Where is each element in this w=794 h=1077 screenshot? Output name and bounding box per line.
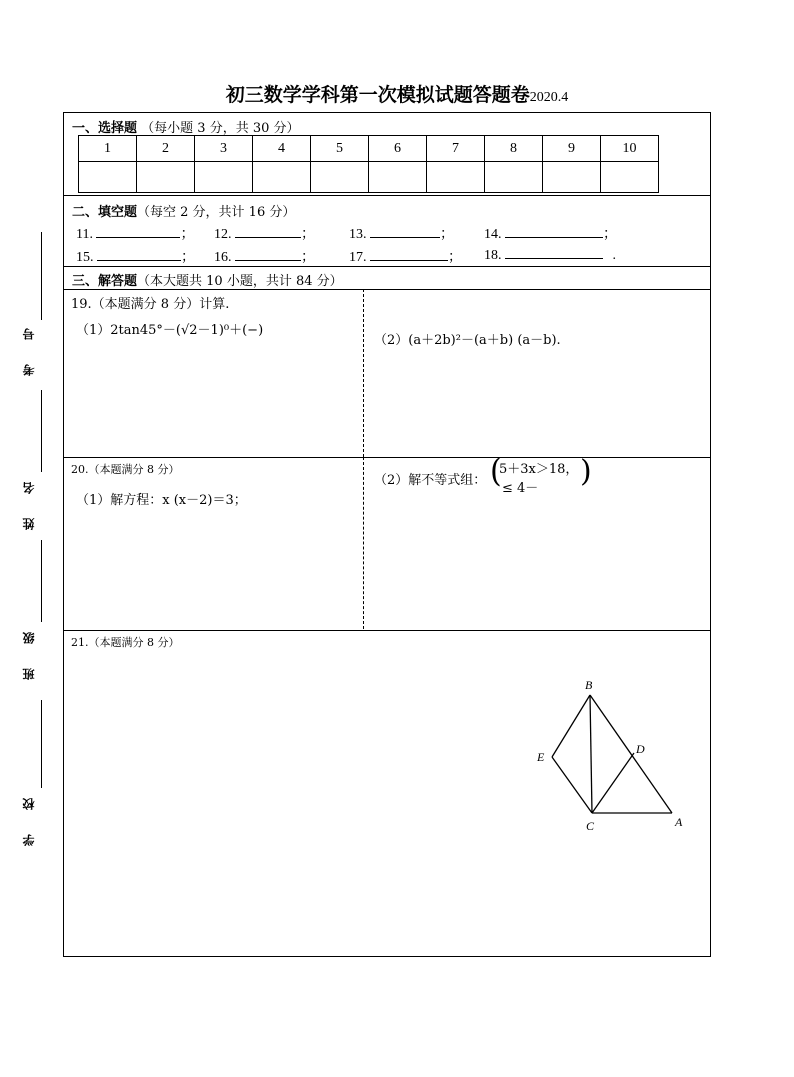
answer-sheet — [63, 112, 711, 957]
blank-15-group — [76, 246, 195, 266]
q19-part1-answer-area[interactable] — [74, 345, 354, 445]
q19-label: 19.（本题满分 8 分）计算. — [71, 297, 230, 312]
side-line-name — [41, 390, 42, 472]
side-label-exam-number: 考 号 — [22, 318, 36, 377]
side-line-school — [41, 700, 42, 788]
point-label-D: D — [636, 742, 645, 756]
q20-part2-answer-area[interactable] — [372, 505, 702, 621]
q21-label: 21.（本题满分 8 分） — [71, 636, 180, 649]
point-label-B: B — [585, 678, 593, 692]
blank-separator: ； — [181, 250, 195, 265]
title-date: 2020.4 — [529, 90, 569, 105]
choice-answer-cell[interactable] — [253, 162, 311, 193]
choice-answer-cell[interactable] — [601, 162, 659, 193]
section1-note: （每小题 3 分，共 30 分） — [141, 121, 300, 136]
q21-answer-area[interactable] — [74, 658, 514, 948]
choice-number: 10 — [601, 136, 659, 162]
blank-12-group — [214, 223, 315, 243]
blank-16[interactable] — [235, 248, 301, 261]
choice-answer-cell[interactable] — [195, 162, 253, 193]
side-line-exam-number — [41, 232, 42, 320]
choice-answer-cell[interactable] — [485, 162, 543, 193]
segment-BC — [590, 695, 592, 813]
q20-label: 20.（本题满分 8 分） — [71, 463, 180, 476]
page-title — [0, 80, 794, 107]
choice-answer-cell[interactable] — [427, 162, 485, 193]
blank-end-period: . — [612, 248, 616, 263]
segment-EC — [552, 757, 592, 813]
blank-14-group — [484, 223, 617, 243]
blank-14[interactable] — [505, 225, 603, 238]
blank-15[interactable] — [97, 248, 181, 261]
blank-number: 11. — [76, 227, 93, 242]
divider — [64, 630, 710, 631]
blank-number: 13. — [349, 227, 367, 242]
q20-inequality-1: 5＋3x＞18， — [499, 462, 579, 477]
section1-heading — [72, 117, 300, 136]
divider — [64, 266, 710, 267]
blank-18[interactable] — [505, 246, 603, 259]
q20-divider — [363, 457, 364, 629]
section2-note: （每空 2 分，共计 16 分） — [137, 205, 296, 220]
blank-number: 14. — [484, 227, 502, 242]
blank-separator: ； — [301, 227, 315, 242]
choice-number: 3 — [195, 136, 253, 162]
blank-separator: ； — [448, 250, 462, 265]
side-label-class: 班 级 — [22, 622, 36, 681]
choice-number: 8 — [485, 136, 543, 162]
choice-number: 6 — [369, 136, 427, 162]
side-label-school: 学 校 — [22, 788, 36, 847]
q19-part2-answer-area[interactable] — [372, 353, 702, 453]
choice-number: 9 — [543, 136, 601, 162]
blank-16-group — [214, 246, 315, 266]
blank-number: 17. — [349, 250, 367, 265]
blank-separator: ； — [180, 227, 195, 242]
section3-title: 三、解答题 — [72, 274, 138, 289]
blank-12[interactable] — [235, 225, 301, 238]
blank-13-group — [349, 223, 454, 243]
choice-answer-cell[interactable] — [79, 162, 137, 193]
q21-geometry-figure — [524, 673, 694, 843]
choice-answer-cell[interactable] — [543, 162, 601, 193]
blank-11[interactable] — [96, 225, 180, 238]
point-label-C: C — [586, 819, 595, 833]
blank-17-group — [349, 246, 462, 266]
blank-number: 15. — [76, 250, 94, 265]
blank-separator: ； — [440, 227, 454, 242]
divider — [64, 195, 710, 196]
q20-part2-prefix: （2）解不等式组： — [374, 473, 487, 488]
choice-number: 5 — [311, 136, 369, 162]
section2-title: 二、填空题 — [72, 205, 138, 220]
point-label-E: E — [537, 750, 545, 764]
blank-separator: ； — [603, 227, 617, 242]
q19-part2: （2）(a＋2b)²－(a＋b) (a－b). — [374, 333, 561, 348]
divider — [64, 457, 710, 458]
q19-divider — [363, 289, 364, 457]
point-label-A: A — [675, 815, 683, 829]
choice-number: 1 — [79, 136, 137, 162]
choice-number: 7 — [427, 136, 485, 162]
segment-BE — [552, 695, 590, 757]
choice-number: 2 — [137, 136, 195, 162]
section2-heading — [72, 201, 295, 220]
choice-answer-cell[interactable] — [369, 162, 427, 193]
choice-answer-cell[interactable] — [137, 162, 195, 193]
blank-17[interactable] — [370, 248, 448, 261]
brace-right-icon: ) — [580, 454, 592, 489]
q20-part1-answer-area[interactable] — [74, 513, 354, 621]
choice-answer-cell[interactable] — [311, 162, 369, 193]
blank-separator: ； — [301, 250, 315, 265]
blank-number: 12. — [214, 227, 232, 242]
brace-left-icon: ( — [490, 453, 502, 490]
q20-inequality-2: ≤ 4－ — [502, 481, 539, 496]
divider — [64, 289, 710, 290]
blank-number: 18. — [484, 248, 502, 263]
section3-note: （本大题共 10 小题，共计 84 分） — [137, 274, 343, 289]
segment-CD — [592, 753, 634, 813]
blank-number: 16. — [214, 250, 232, 265]
title-text: 初三数学学科第一次模拟试题答题卷 — [225, 84, 530, 106]
choice-number: 4 — [253, 136, 311, 162]
q20-part1: （1）解方程：x (x－2)＝3； — [76, 493, 247, 508]
segment-BA — [590, 695, 672, 813]
blank-13[interactable] — [370, 225, 440, 238]
choice-answer-table — [78, 135, 659, 193]
q19-part1: （1）2tan45°－(√2－1)⁰＋(−) — [76, 323, 264, 338]
side-line-class — [41, 540, 42, 622]
blank-18-group — [484, 246, 616, 264]
blank-row-1 — [76, 223, 194, 243]
side-label-name: 姓 名 — [22, 472, 36, 531]
section1-title: 一、选择题 — [72, 121, 138, 136]
section3-heading — [72, 270, 343, 289]
